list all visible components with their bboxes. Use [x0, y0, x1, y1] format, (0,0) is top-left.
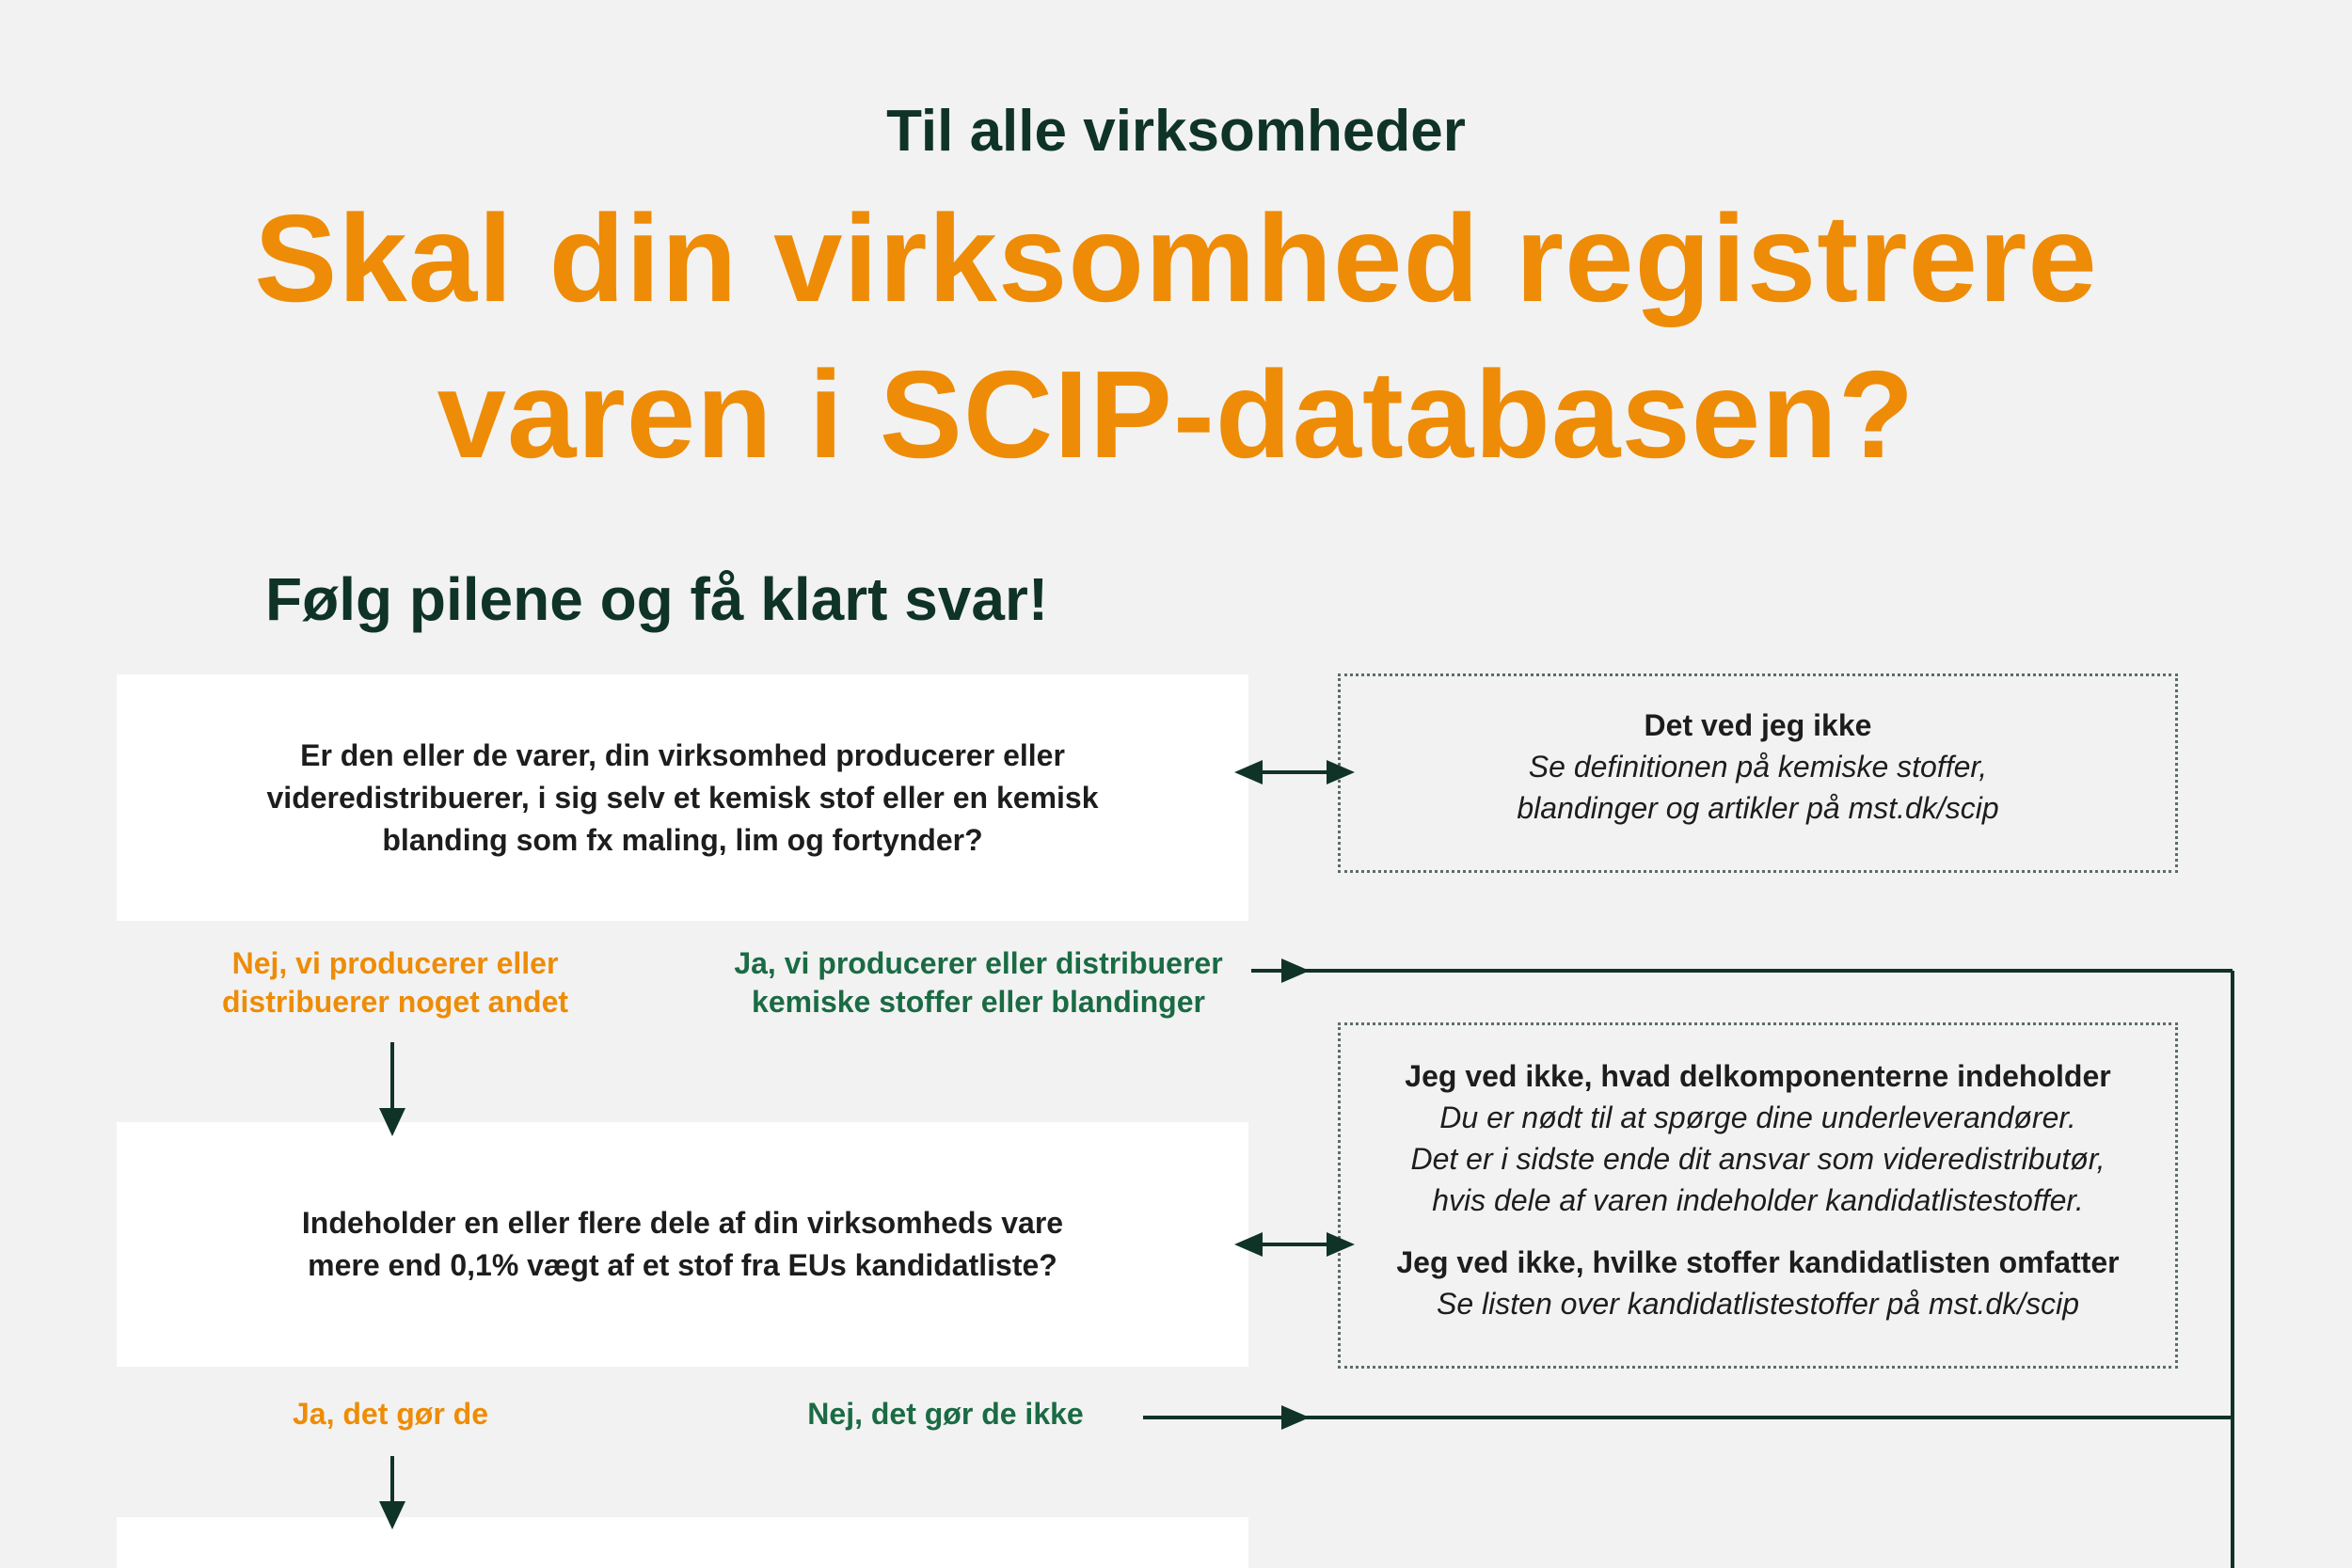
- info-2-title-1: Jeg ved ikke, hvad delkomponenterne indeholder: [1405, 1059, 2111, 1093]
- info-1-title: Det ved jeg ikke: [1644, 708, 1872, 742]
- double-arrow-icon: [1234, 1232, 1355, 1257]
- answer-no-1-line-1: Nej, vi producerer eller: [231, 946, 559, 980]
- answer-yes-1-line-2: kemiske stoffer eller blandinger: [752, 985, 1205, 1019]
- arrow-down-icon: [379, 1042, 405, 1136]
- overline-text: Til alle virksomheder: [886, 99, 1466, 164]
- info-1-line-1: Se definitionen på kemiske stoffer,: [1528, 750, 1988, 784]
- arrow-right-icon: [1143, 1405, 2233, 1430]
- info-2-line-3: hvis dele af varen indeholder kandidatlistestoffer.: [1432, 1183, 2084, 1217]
- double-arrow-icon: [1234, 760, 1355, 784]
- info-1-line-2: blandinger og artikler på mst.dk/scip: [1517, 791, 1999, 825]
- arrow-down-icon: [379, 1456, 405, 1529]
- arrow-right-icon: [1251, 958, 2233, 983]
- info-2-line-2: Det er i sidste ende dit ansvar som videredistributør,: [1410, 1142, 2106, 1176]
- info-2-title-2: Jeg ved ikke, hvilke stoffer kandidatlisten omfatter: [1396, 1245, 2120, 1279]
- question-1-line-2: videredistribuerer, i sig selv et kemisk stof eller en kemisk: [266, 780, 1099, 815]
- question-2-line-2: mere end 0,1% vægt af et stof fra EUs kandidatliste?: [308, 1248, 1057, 1282]
- answer-yes-2: Ja, det gør de: [292, 1397, 489, 1431]
- answer-no-1-line-2: distribuerer noget andet: [221, 985, 569, 1019]
- question-1-line-1: Er den eller de varer, din virksomhed producerer eller: [300, 737, 1065, 772]
- info-2-line-1: Du er nødt til at spørge dine underleverandører.: [1439, 1101, 2076, 1134]
- question-1-line-3: blanding som fx maling, lim og fortynder?: [382, 822, 983, 857]
- info-2-line-4: Se listen over kandidatlistestoffer på mst.dk/scip: [1437, 1287, 2079, 1321]
- question-2-line-1: Indeholder en eller flere dele af din virksomheds vare: [301, 1206, 1064, 1240]
- page-title-line-1: Skal din virksomhed registrere: [254, 189, 2098, 327]
- intro-heading: Følg pilene og få klart svar!: [265, 565, 1049, 633]
- answer-no-2: Nej, det gør de ikke: [807, 1397, 1084, 1431]
- answer-yes-1-line-1: Ja, vi producerer eller distribuerer: [734, 946, 1223, 980]
- page-title-line-2: varen i SCIP-databasen?: [437, 345, 1915, 483]
